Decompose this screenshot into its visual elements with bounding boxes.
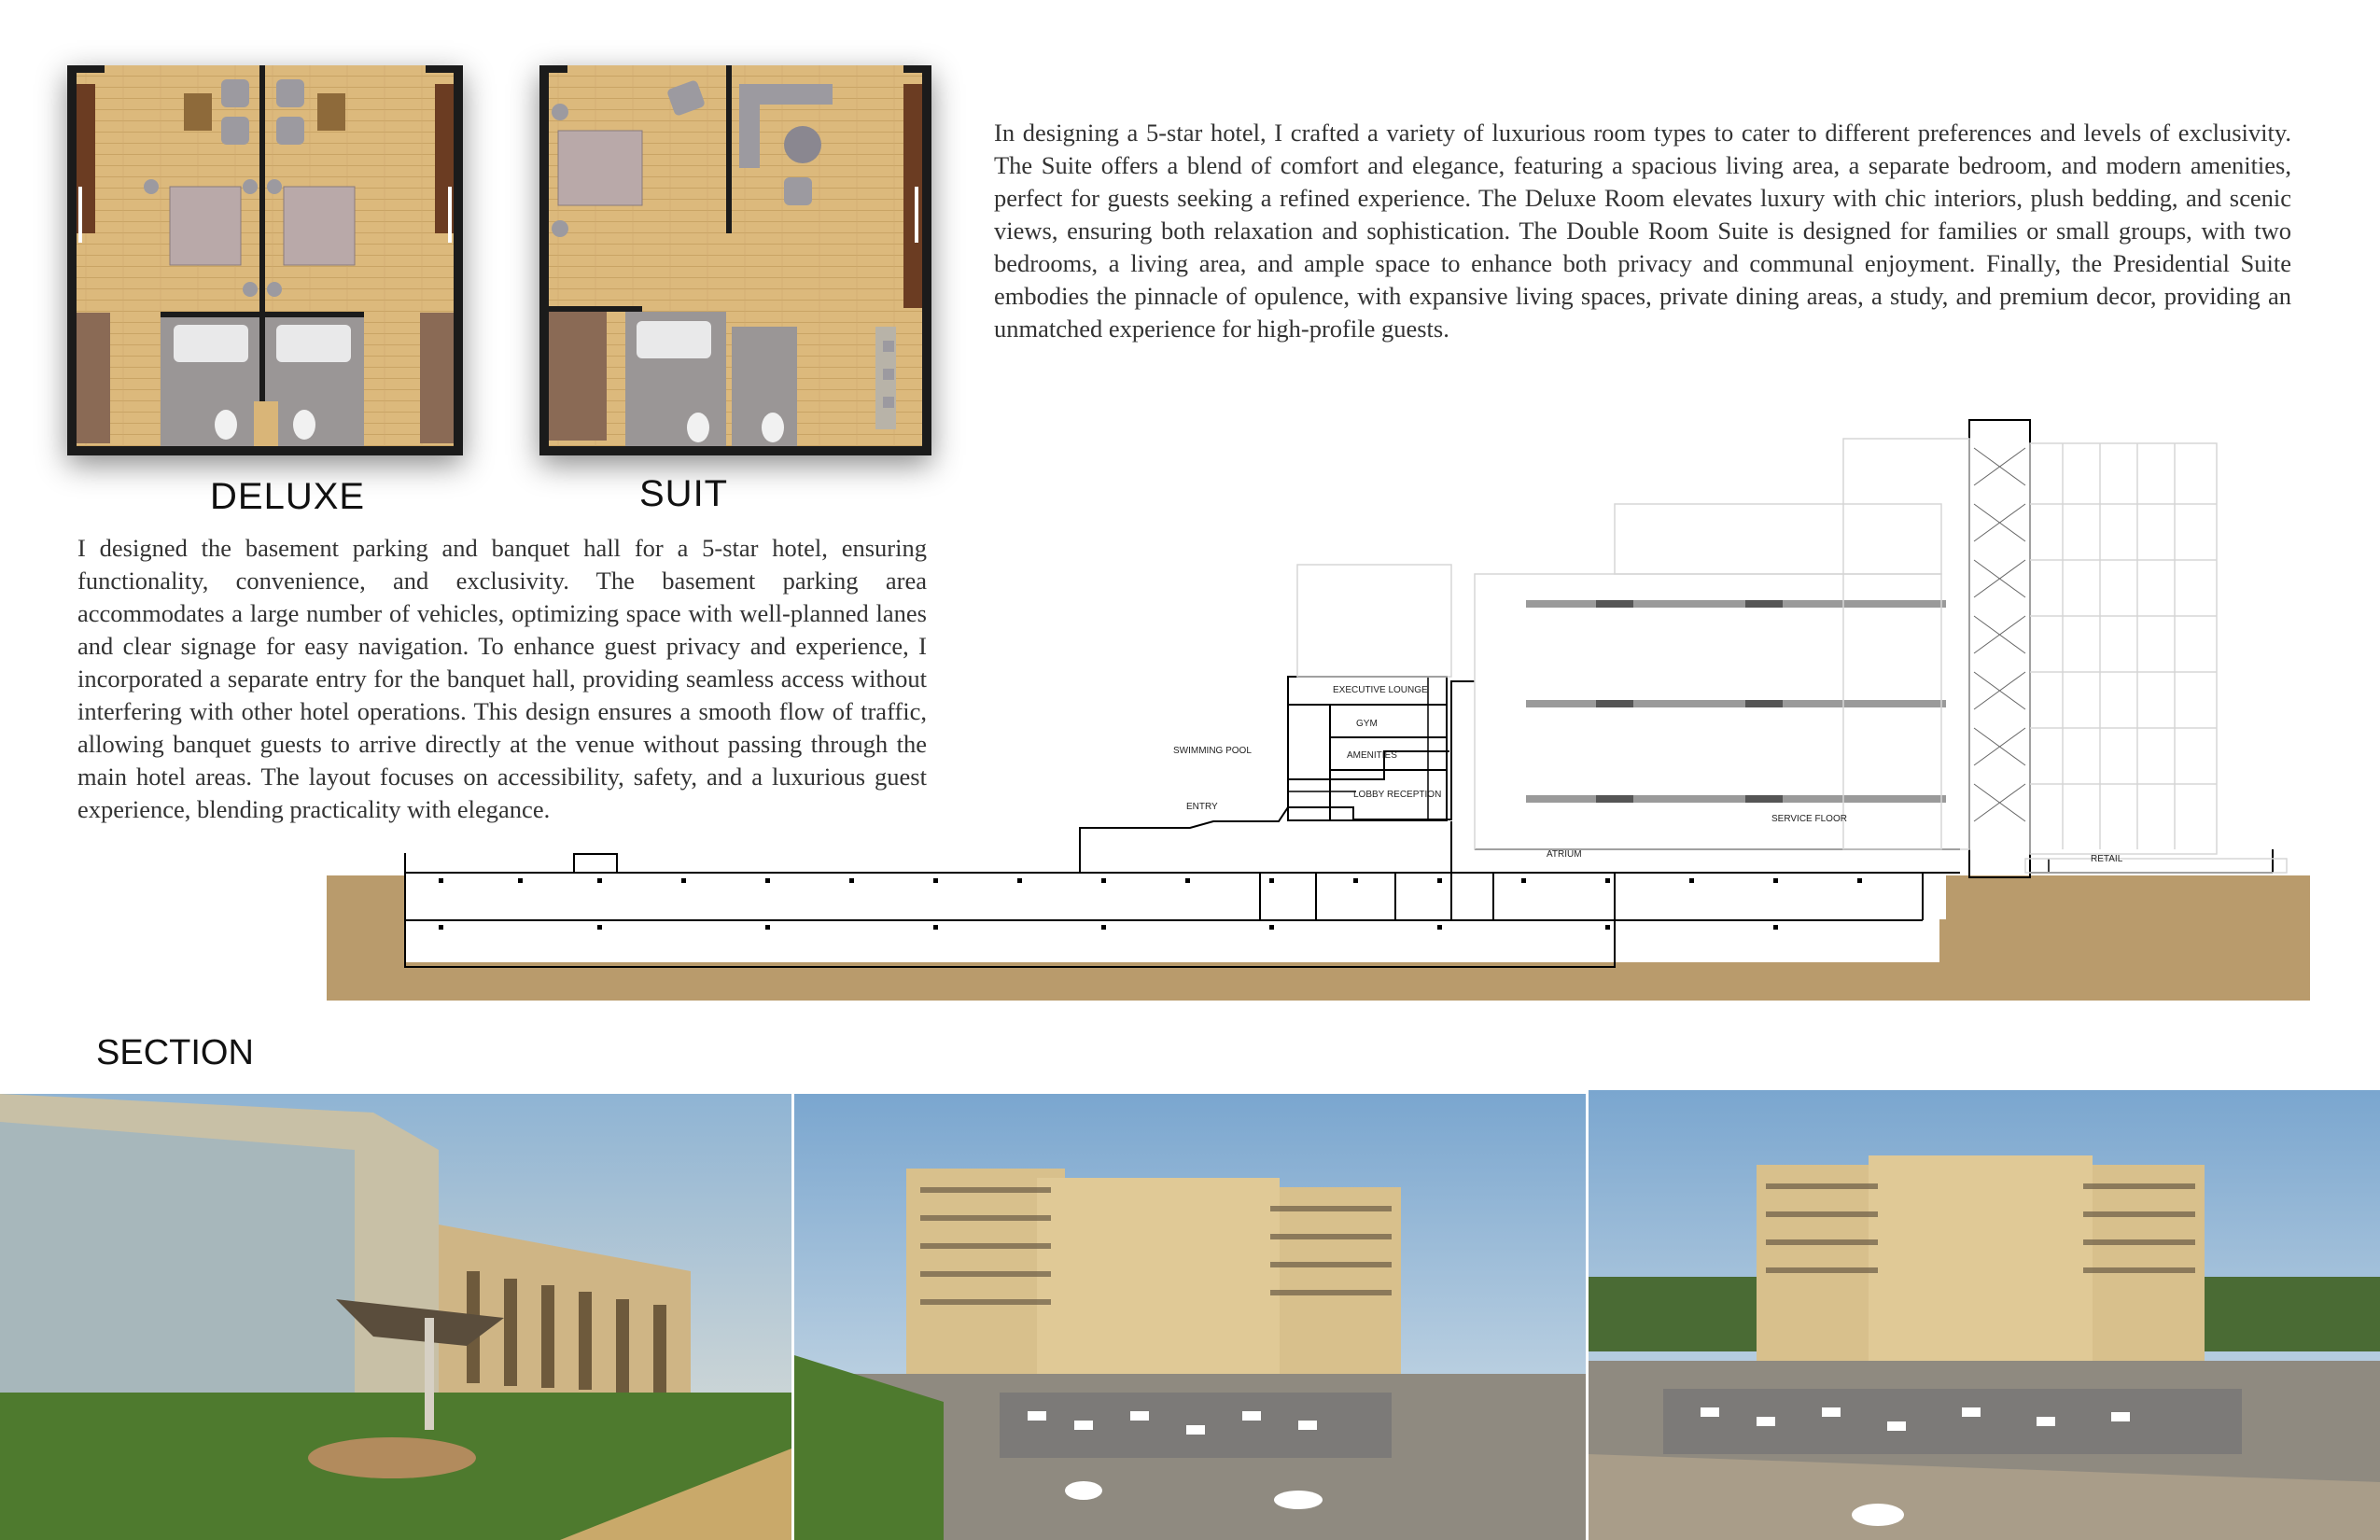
building-section-drawing [327,411,2315,1001]
deluxe-floor-plan [67,65,463,455]
label-atrium: ATRIUM [1547,849,1582,860]
deluxe-label: DELUXE [210,476,366,517]
label-retail: RETAIL [2091,854,2123,864]
label-gym: GYM [1356,719,1378,729]
suite-floor-plan [539,65,931,455]
section-linework [327,411,2315,1001]
label-amenities: AMENITIES [1347,750,1397,761]
hotel-front-render-image-1 [794,1094,1586,1540]
label-service-floor: SERVICE FLOOR [1771,814,1847,824]
label-swimming-pool: SWIMMING POOL [1173,746,1252,756]
hotel-front-render-image-2 [1589,1090,2380,1540]
label-lobby-reception: LOBBY RECEPTION [1353,790,1442,800]
deluxe-plan-drawing [67,65,463,455]
render-hotel-front-1 [794,1094,1586,1540]
rooms-description: In designing a 5-star hotel, I crafted a variety of luxurious room types to cater to different preferences and levels of exclusivity. The Suite offers a blend of comfort and elegance, featuring a spacious living area, a separate bedroom, and modern amenities, perfect for guests seeking a refined experience. The Deluxe Room elevates luxury with chic interiors, plush bedding, and scenic views, ensuring both relaxation and sophistication. The Double Room Suite is designed for families or small groups, with two bedrooms, a living area, and ample space to enhance both privacy and communal enjoyment. Finally, the Presidential Suite embodies the pinnacle of opulence, with expansive living spaces, private dining areas, a study, and premium decor, providing an unmatched experience for high-profile guests. [994,119,2291,343]
label-executive-lounge: EXECUTIVE LOUNGE [1333,685,1428,695]
section-title: SECTION [96,1033,254,1072]
suite-label: SUIT [639,473,729,514]
basement-description: I designed the basement parking and banquet hall for a 5-star hotel, ensuring functionality, convenience, and exclusivity. The basement parking area accommodates a large number of vehicles, optimizing space with well-planned lanes and clear signage for easy navigation. To enhance guest privacy and experience, I incorporated a separate entry for the banquet hall, providing seamless access without interfering with other hotel operations. This design ensures a smooth flow of traffic, allowing banquet guests to arrive directly at the venue without passing through the main hotel areas. The layout focuses on accessibility, safety, and a luxurious guest experience, blending practicality with elegance. [77,534,927,823]
suite-plan-drawing [539,65,931,455]
label-entry: ENTRY [1186,802,1218,812]
courtyard-render-image [0,1094,791,1540]
render-hotel-front-2 [1589,1090,2380,1540]
render-courtyard [0,1094,791,1540]
